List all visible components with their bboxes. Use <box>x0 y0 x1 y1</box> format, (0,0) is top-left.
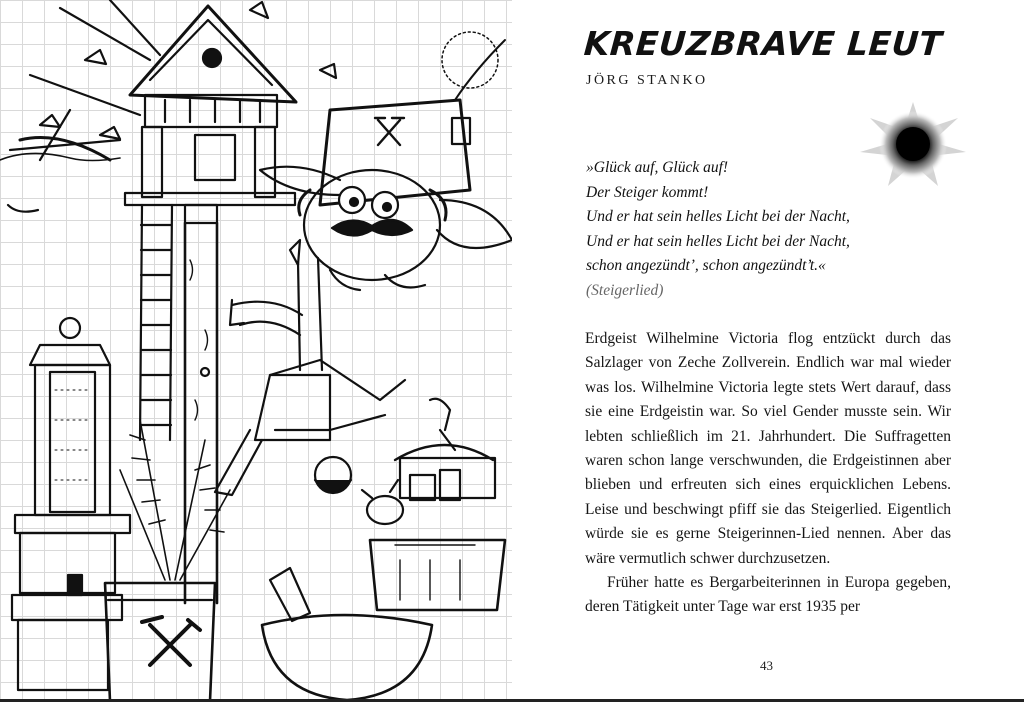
hammer-pick-icon <box>142 617 200 665</box>
fern-icon <box>120 420 230 580</box>
tree-branches-icon <box>0 0 336 212</box>
picnic-basket-icon <box>362 399 505 610</box>
mortar-icon <box>262 568 432 700</box>
chapter-title: KREUZBRAVE LEUT <box>582 24 944 63</box>
poem-line: schon angezündt’, schon angezündt’t.« <box>586 257 826 275</box>
poem-line: Und er hat sein helles Licht bei der Nacht, <box>586 232 850 250</box>
author-name: JÖRG STANKO <box>586 73 708 88</box>
poem-line: »Glück auf, Glück auf! <box>586 159 729 176</box>
miners-lamp-icon <box>12 318 130 690</box>
paragraph: Früher hatte es Bergarbeiterinnen in Europa gegeben, deren Tätigkeit unter Tage war erst 1935 per <box>585 574 951 616</box>
upside-down-figure-icon <box>215 240 405 495</box>
poem-line: Der Steiger kommt! <box>586 183 709 201</box>
body-text <box>585 327 951 620</box>
barrel-icon <box>105 583 215 701</box>
page-number: 43 <box>760 658 773 673</box>
poem-source: (Steigerlied) <box>586 281 664 299</box>
treehouse-icon <box>125 6 296 603</box>
epigraph-poem <box>586 156 946 304</box>
ladder-icon <box>140 205 172 440</box>
paragraph: Erdgeist Wilhelmine Victoria flog entzückt durch das Salzlager von Zeche Zollverein. Endlich war mal wieder was los. Wilhelmine Victoria legte stets Wert darauf, dass sie eine Erdgeistin war. So viel Gender musste sein. Wir lebten schließlich im 21. Jahrhundert. Die Suffragetten waren schon lange verschwunden, die Erdgeistinnen aber blieben und erfreuten sich eines erquicklichen Lebens. Leise und beschwingt pfiff sie das Steigerlied. Eigentlich würde sie es gerne Steigerinnen-Lied nennen. Aber das wäre vermutlich schwer durchzusetzen. <box>585 330 951 567</box>
poem-line: Und er hat sein helles Licht bei der Nacht, <box>586 208 850 226</box>
